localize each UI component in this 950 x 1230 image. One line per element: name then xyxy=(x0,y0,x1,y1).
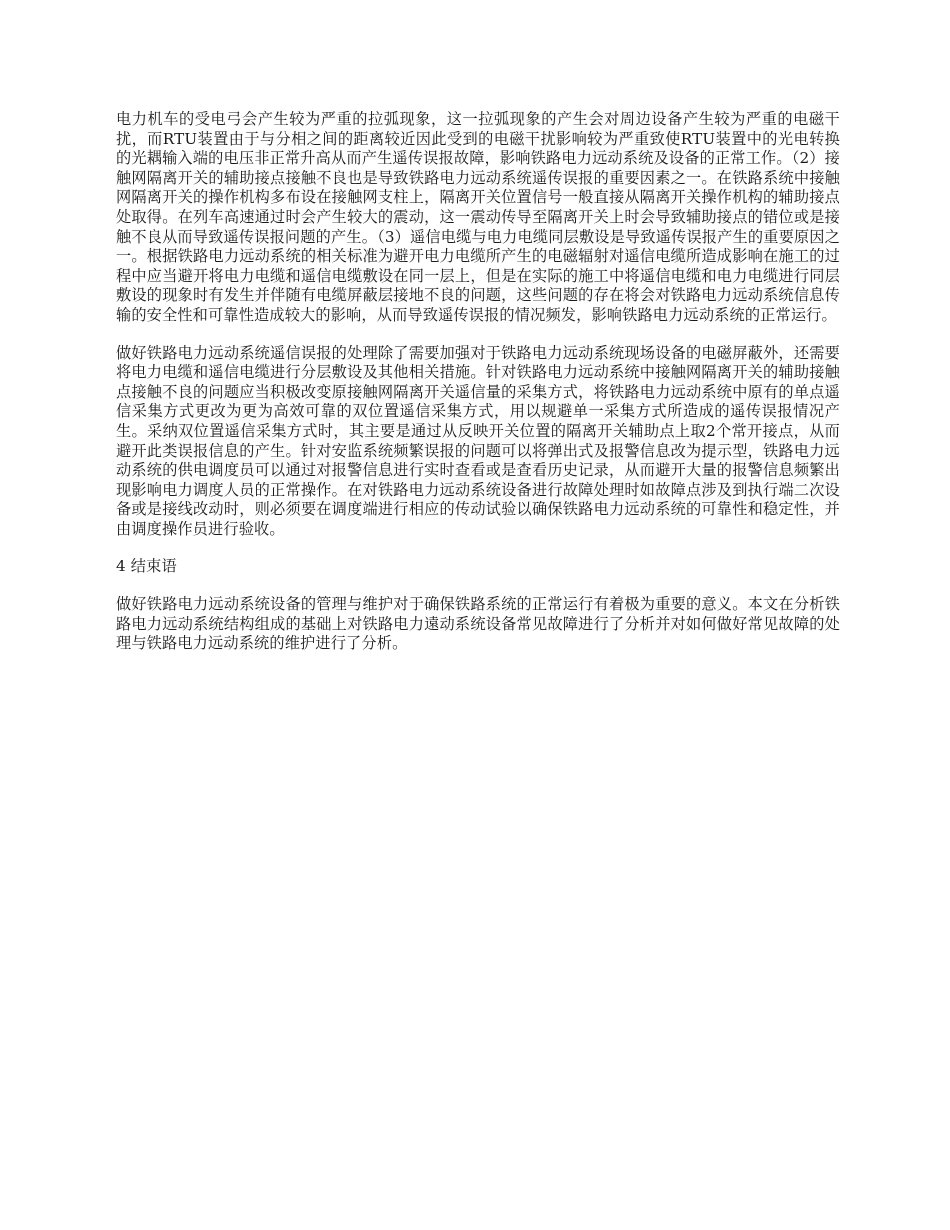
body-paragraph-1: 电力机车的受电弓会产生较为严重的拉弧现象，这一拉弧现象的产生会对周边设备产生较为严重的电磁干扰，而RTU装置由于与分相之间的距离较近因此受到的电磁干扰影响较为严重致使RTU装置中的光电转换的光耦输入端的电压非正常升高从而产生遥传误报故障，影响铁路电力远动系统及设备的正常工作。（2）接触网隔离开关的辅助接点接触不良也是导致铁路电力远动系统遥传误报的重要因素之一。在铁路系统中接触网隔离开关的操作机构多布设在接触网支柱上，隔离开关位置信号一般直接从隔离开关操作机构的辅助接点处取得。在列车高速通过时会产生较大的震动，这一震动传导至隔离开关上时会导致辅助接点的错位或是接触不良从而导致遥传误报问题的产生。（3）遥信电缆与电力电缆同层敷设是导致遥传误报产生的重要原因之一。根据铁路电力远动系统的相关标准为避开电力电缆所产生的电磁辐射对遥信电缆所造成影响在施工的过程中应当避开将电力电缆和遥信电缆敷设在同一层上，但是在实际的施工中将遥信电缆和电力电缆进行同层敷设的现象时有发生并伴随有电缆屏蔽层接地不良的问题，这些问题的存在将会对铁路电力远动系统信息传输的安全性和可靠性造成较大的影响，从而导致遥传误报的情况频发，影响铁路电力远动系统的正常运行。 xyxy=(116,110,840,324)
conclusion-paragraph: 做好铁路电力远动系统设备的管理与维护对于确保铁路系统的正常运行有着极为重要的意义。本文在分析铁路电力远动系统结构组成的基础上对铁路电力遠动系统设备常见故障进行了分析并对如何做好常见故障的处理与铁路电力远动系统的维护进行了分析。 xyxy=(116,595,840,653)
document-page xyxy=(116,110,840,672)
section-heading: 4 结束语 xyxy=(116,557,177,576)
body-paragraph-2: 做好铁路电力远动系统遥信误报的处理除了需要加强对于铁路电力远动系统现场设备的电磁屏蔽外，还需要将电力电缆和遥信电缆进行分层敷设及其他相关措施。针对铁路电力远动系统中接触网隔离开关的辅助接触点接触不良的问题应当积极改变原接触网隔离开关遥信量的采集方式，将铁路电力远动系统中原有的单点遥信采集方式更改为更为高效可靠的双位置遥信采集方式，用以规避单一采集方式所造成的遥传误报情况产生。采纳双位置遥信采集方式时，其主要是通过从反映开关位置的隔离开关辅助点上取2个常开接点，从而避开此类误报信息的产生。针对安监系统频繁误报的问题可以将弹出式及报警信息改为提示型，铁路电力远动系统的供电调度员可以通过对报警信息进行实时查看或是查看历史记录，从而避开大量的报警信息频繁出现影响电力调度人员的正常操作。在对铁路电力远动系统设备进行故障处理时如故障点涉及到执行端二次设备或是接线改动时，则必须要在调度端进行相应的传动试验以确保铁路电力远动系统的可靠性和稳定性，并由调度操作员进行验收。 xyxy=(116,343,840,538)
